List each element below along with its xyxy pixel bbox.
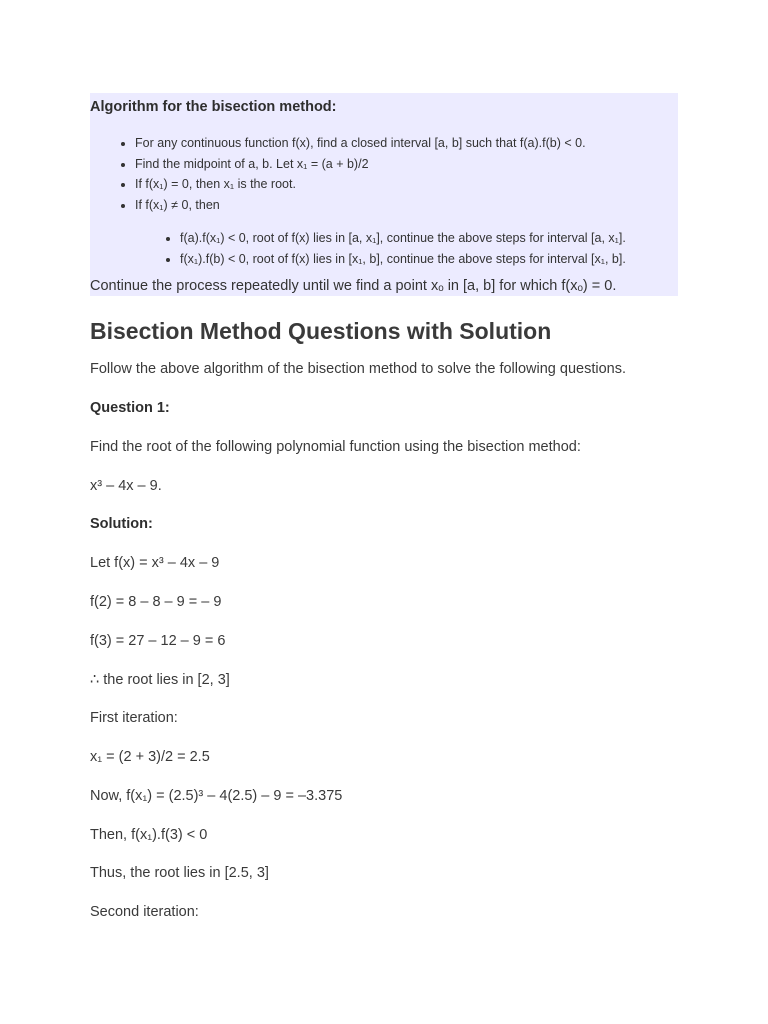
solution-line: f(2) = 8 – 8 – 9 = – 9 bbox=[90, 594, 222, 610]
section-heading: Bisection Method Questions with Solution bbox=[90, 318, 552, 344]
solution-line: x₁ = (2 + 3)/2 = 2.5 bbox=[90, 749, 210, 765]
algorithm-steps-list bbox=[115, 133, 586, 215]
question-label: Question 1: bbox=[90, 400, 170, 416]
list-item: • f(a).f(x₁) < 0, root of f(x) lies in [a, x₁], continue the above steps for interval [a, x₁]. bbox=[180, 228, 626, 249]
question-prompt: Find the root of the following polynomial function using the bisection method: bbox=[90, 439, 581, 455]
solution-line: f(3) = 27 – 12 – 9 = 6 bbox=[90, 633, 226, 649]
list-item: • For any continuous function f(x), find a closed interval [a, b] such that f(a).f(b) < 0. bbox=[135, 133, 586, 154]
algorithm-continue-text: Continue the process repeatedly until we find a point xₒ in [a, b] for which f(xₒ) = 0. bbox=[90, 278, 617, 294]
solution-line: Let f(x) = x³ – 4x – 9 bbox=[90, 555, 220, 571]
list-item: • If f(x₁) ≠ 0, then bbox=[135, 195, 586, 216]
algorithm-title: Algorithm for the bisection method: bbox=[90, 99, 337, 115]
list-item: • Find the midpoint of a, b. Let x₁ = (a + b)/2 bbox=[135, 154, 586, 175]
solution-line: Now, f(x₁) = (2.5)³ – 4(2.5) – 9 = –3.375 bbox=[90, 788, 343, 804]
solution-line: Then, f(x₁).f(3) < 0 bbox=[90, 827, 208, 843]
solution-line: ∴ the root lies in [2, 3] bbox=[90, 672, 230, 688]
solution-label: Solution: bbox=[90, 516, 153, 532]
solution-line: First iteration: bbox=[90, 710, 178, 726]
solution-line: Second iteration: bbox=[90, 904, 199, 920]
algorithm-box bbox=[90, 93, 678, 296]
section-intro: Follow the above algorithm of the bisection method to solve the following questions. bbox=[90, 361, 627, 377]
list-item: • f(x₁).f(b) < 0, root of f(x) lies in [x₁, b], continue the above steps for interval [x₁, b]. bbox=[180, 249, 626, 270]
solution-line: Thus, the root lies in [2.5, 3] bbox=[90, 865, 269, 881]
algorithm-sub-steps-list bbox=[160, 228, 626, 269]
list-item: • If f(x₁) = 0, then x₁ is the root. bbox=[135, 174, 586, 195]
question-function: x³ – 4x – 9. bbox=[90, 478, 162, 494]
